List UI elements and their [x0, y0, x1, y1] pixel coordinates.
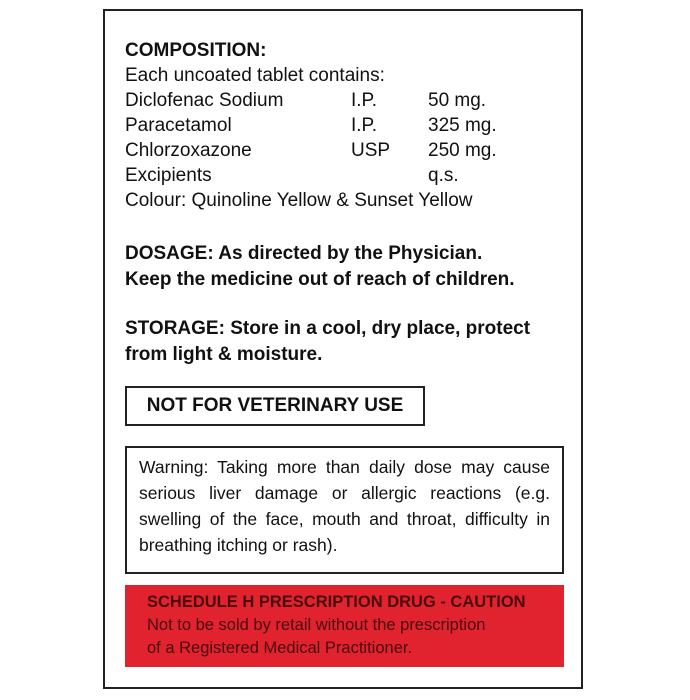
composition-section [125, 39, 497, 213]
storage-line: STORAGE: Store in a cool, dry place, protect [125, 318, 531, 339]
dosage-line: DOSAGE: As directed by the Physician. [125, 243, 483, 264]
schedule-line: Not to be sold by retail without the prescription [147, 616, 486, 634]
ingredient-name: Excipients [125, 165, 212, 186]
medicine-label-panel [103, 9, 583, 689]
ingredient-row [125, 88, 487, 113]
veterinary-notice: NOT FOR VETERINARY USE [125, 386, 425, 426]
warning-box: Warning: Taking more than daily dose may cause serious liver damage or allergic reactions (e.g. swelling of the face, mouth and throat, difficulty in breathing itching or rash). [125, 446, 564, 574]
ingredient-quantity: 50 mg. [428, 90, 487, 111]
ingredient-row [125, 113, 497, 138]
ingredient-quantity: q.s. [428, 165, 459, 186]
schedule-title: SCHEDULE H PRESCRIPTION DRUG - CAUTION [147, 593, 526, 611]
colour-line: Colour: Quinoline Yellow & Sunset Yellow [125, 190, 473, 211]
storage-section [125, 316, 530, 368]
schedule-line-2: of a Registered Medical Practitioner. [147, 639, 413, 657]
ingredient-name: Paracetamol [125, 115, 232, 136]
schedule-caution-box [125, 585, 564, 667]
dosage-section [125, 241, 515, 293]
ingredient-standard: USP [351, 140, 391, 161]
ingredient-quantity: 250 mg. [428, 140, 497, 161]
storage-line-2: from light & moisture. [125, 344, 323, 365]
ingredient-name: Chlorzoxazone [125, 140, 252, 161]
ingredient-row [125, 138, 497, 163]
ingredient-name: Diclofenac Sodium [125, 90, 284, 111]
ingredient-standard: I.P. [351, 90, 378, 111]
composition-intro: Each uncoated tablet contains: [125, 65, 385, 86]
keep-away-line: Keep the medicine out of reach of children. [125, 269, 515, 290]
ingredient-standard: I.P. [351, 115, 378, 136]
ingredient-row [125, 163, 473, 188]
composition-heading: COMPOSITION: [125, 40, 267, 61]
ingredient-quantity: 325 mg. [428, 115, 497, 136]
